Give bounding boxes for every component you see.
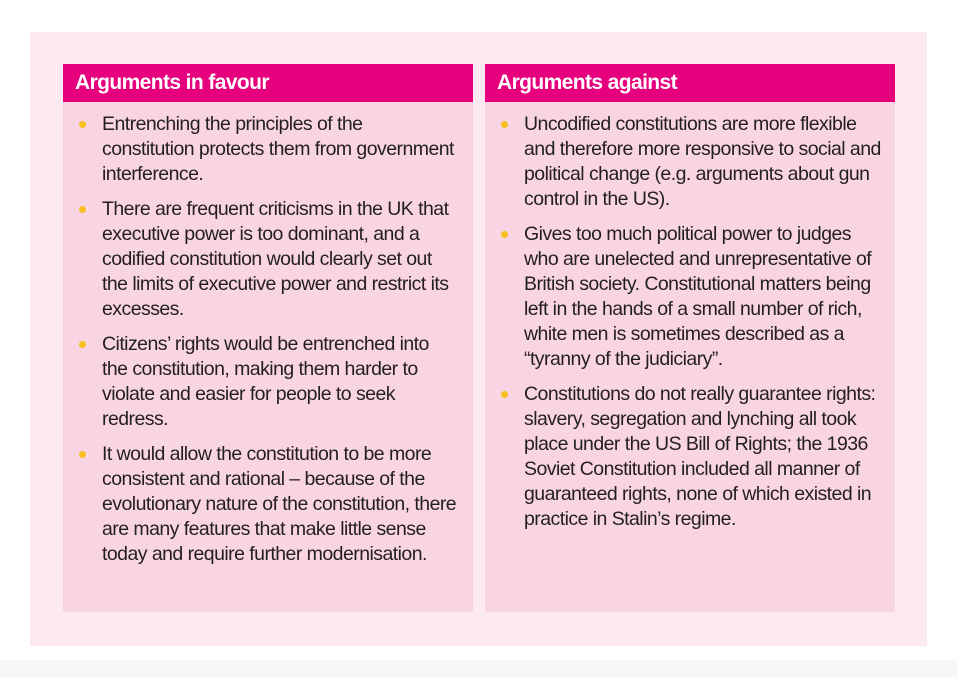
bullet-dot-icon xyxy=(79,341,86,348)
list-item-text: Citizens’ rights would be entrenched into the constitution, making them harder to violate and easier for people to seek redress. xyxy=(102,333,429,430)
list-item xyxy=(77,197,459,322)
page-bottom-band xyxy=(0,660,957,677)
list-item-text: Entrenching the principles of the constitution protects them from government interference. xyxy=(102,113,454,185)
list-item xyxy=(499,112,881,212)
arguments-in-favour-list xyxy=(63,102,473,567)
bullet-dot-icon xyxy=(79,206,86,213)
arguments-in-favour-heading: Arguments in favour xyxy=(63,64,473,102)
list-item xyxy=(77,442,459,567)
arguments-against-heading: Arguments against xyxy=(485,64,895,102)
list-item-text: There are frequent criticisms in the UK that executive power is too dominant, and a codified constitution would clearly set out the limits of executive power and restrict its excesses. xyxy=(102,198,449,320)
arguments-against-column xyxy=(485,64,895,612)
list-item-text: It would allow the constitution to be more consistent and rational – because of the evolutionary nature of the constitution, there are many features that make little sense today and require further modernisation. xyxy=(102,443,457,565)
arguments-against-list xyxy=(485,102,895,532)
list-item-text: Constitutions do not really guarantee rights: slavery, segregation and lynching all took place under the US Bill of Rights; the 1936 Soviet Constitution included all manner of guaranteed rights, none of which existed in practice in Stalin’s regime. xyxy=(524,383,876,530)
bullet-dot-icon xyxy=(501,231,508,238)
bullet-dot-icon xyxy=(501,121,508,128)
list-item xyxy=(77,332,459,432)
list-item-text: Uncodified constitutions are more flexible and therefore more responsive to social and political change (e.g. arguments about gun control in the US). xyxy=(524,113,881,210)
list-item-text: Gives too much political power to judges who are unelected and unrepresentative of British society. Constitutional matters being left in the hands of a small number of rich, white men is sometimes described as a “tyranny of the judiciary”. xyxy=(524,223,872,370)
list-item xyxy=(499,382,881,532)
bullet-dot-icon xyxy=(79,451,86,458)
list-item xyxy=(77,112,459,187)
list-item xyxy=(499,222,881,372)
bullet-dot-icon xyxy=(501,391,508,398)
bullet-dot-icon xyxy=(79,121,86,128)
arguments-in-favour-column xyxy=(63,64,473,612)
